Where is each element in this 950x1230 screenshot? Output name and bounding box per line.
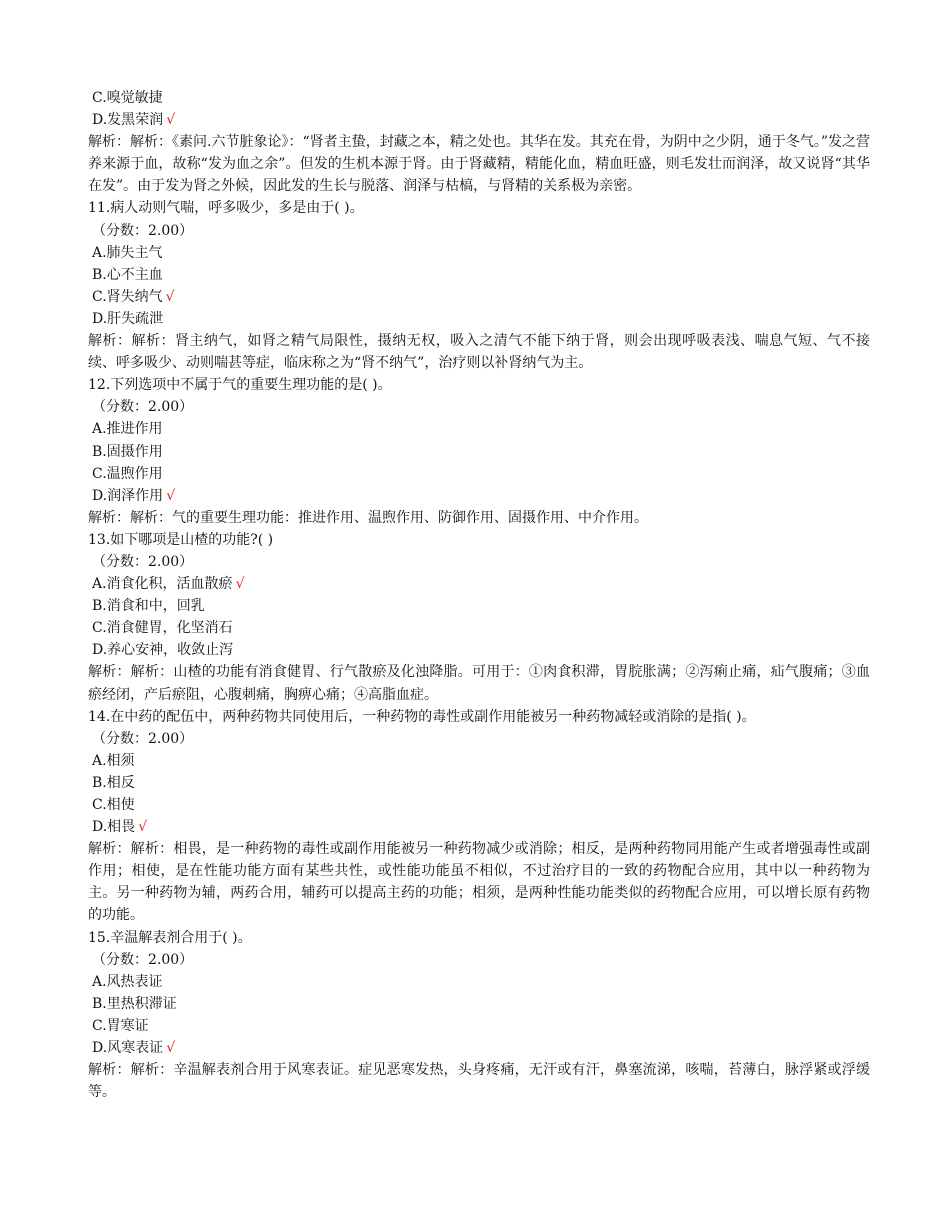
option-text: D.肝失疏泄 — [92, 310, 164, 327]
option-b[interactable] — [88, 441, 873, 463]
option-c[interactable] — [88, 1015, 873, 1037]
option-text: A.消食化积，活血散瘀 — [92, 576, 233, 593]
question-score: （分数：2.00） — [92, 951, 194, 968]
option-text: D.润泽作用 — [92, 487, 164, 504]
correct-check-icon: √ — [138, 819, 148, 836]
explanation: 解析：解析：山楂的功能有消食健胃、行气散瘀及化浊降脂。可用于：①肉食积滞，胃脘胀满；②泻痢止痛，疝气腹痛；③血瘀经闭，产后瘀阻，心腹刺痛，胸痹心痛；④高脂血症。 — [88, 664, 870, 703]
option-a[interactable] — [88, 971, 873, 993]
option-d[interactable] — [88, 816, 873, 838]
option-b[interactable] — [88, 772, 873, 794]
option-b[interactable] — [88, 264, 873, 286]
option-text: C.相使 — [92, 797, 135, 813]
option-text: D.发黑荣润 — [92, 112, 164, 129]
option-text: C.温煦作用 — [92, 465, 163, 482]
correct-check-icon: √ — [235, 576, 245, 593]
option-text: C.嗅觉敏捷 — [92, 90, 163, 106]
option-d[interactable] — [88, 308, 873, 330]
question-11 — [88, 197, 873, 374]
option-text: D.相畏 — [92, 819, 136, 836]
option-text: B.相反 — [92, 774, 135, 791]
option-text: A.风热表证 — [92, 973, 163, 990]
explanation: 解析：解析：肾主纳气，如肾之精气局限性，摄纳无权，吸入之清气不能下纳于肾，则会出现呼吸表浅、喘息气短、气不接续、呼多吸少、动则喘甚等症，临床称之为“肾不纳气”，治疗则以补肾纳气为主。 — [88, 333, 870, 372]
option-text: B.心不主血 — [92, 266, 163, 283]
question-score: （分数：2.00） — [92, 553, 194, 570]
option-a[interactable] — [88, 242, 873, 264]
question-stem: 11.病人动则气喘，呼多吸少，多是由于( )。 — [88, 200, 364, 217]
option-c[interactable] — [88, 463, 873, 485]
option-text: C.肾失纳气 — [92, 288, 163, 305]
correct-check-icon: √ — [166, 487, 176, 504]
option-text: D.风寒表证 — [92, 1040, 164, 1057]
option-d[interactable] — [88, 109, 873, 131]
explanation: 解析：解析：辛温解表剂合用于风寒表证。症见恶寒发热，头身疼痛，无汗或有汗，鼻塞流涕，咳喘，苔薄白，脉浮紧或浮缓等。 — [88, 1062, 870, 1101]
question-15 — [88, 927, 873, 1104]
option-a[interactable] — [88, 418, 873, 440]
question-score: （分数：2.00） — [92, 399, 194, 416]
question-stem: 13.如下哪项是山楂的功能?( ) — [88, 531, 274, 548]
question-12 — [88, 374, 873, 529]
option-text: B.消食和中，回乳 — [92, 598, 205, 615]
option-b[interactable] — [88, 595, 873, 617]
option-c[interactable] — [88, 286, 873, 308]
option-text: B.里热积滞证 — [92, 995, 177, 1012]
option-text: C.消食健胃，化坚消石 — [92, 620, 233, 637]
correct-check-icon: √ — [166, 112, 176, 129]
option-text: A.肺失主气 — [92, 244, 163, 261]
question-score: （分数：2.00） — [92, 222, 194, 239]
continued-question — [88, 87, 873, 197]
correct-check-icon: √ — [166, 1040, 176, 1057]
option-text: A.相须 — [92, 752, 135, 769]
question-stem: 15.辛温解表剂合用于( )。 — [88, 929, 252, 946]
question-stem: 12.下列选项中不属于气的重要生理功能的是( )。 — [88, 377, 392, 394]
question-14 — [88, 706, 873, 927]
option-text: A.推进作用 — [92, 421, 163, 438]
option-d[interactable] — [88, 485, 873, 507]
option-text: B.固摄作用 — [92, 443, 163, 460]
option-b[interactable] — [88, 993, 873, 1015]
option-c[interactable] — [88, 617, 873, 639]
explanation: 解析：解析：相畏，是一种药物的毒性或副作用能被另一种药物减少或消除；相反，是两种药物同用能产生或者增强毒性或副作用；相使，是在性能功能方面有某些共性，或性能功能虽不相似，不过治疗目的一致的药物配合应用，其中以一种药物为主。另一种药物为辅，两药合用，辅药可以提高主药的功能；相须，是两种性能功能类似的药物配合应用，可以增长原有药物的功能。 — [88, 841, 870, 924]
question-stem: 14.在中药的配伍中，两种药物共同使用后，一种药物的毒性或副作用能被另一种药物减轻或消除的是指( )。 — [88, 708, 756, 725]
question-score: （分数：2.00） — [92, 730, 194, 747]
question-13 — [88, 529, 873, 706]
option-c[interactable] — [88, 87, 873, 109]
option-a[interactable] — [88, 573, 873, 595]
option-d[interactable] — [88, 639, 873, 661]
option-a[interactable] — [88, 750, 873, 772]
option-text: D.养心安神，收敛止泻 — [92, 642, 234, 659]
option-d[interactable] — [88, 1037, 873, 1059]
explanation: 解析：解析：《素问.六节脏象论》：“肾者主蛰，封藏之本，精之处也。其华在发。其充在骨，为阴中之少阴，通于冬气。”发之营养来源于血，故称“发为血之余”。但发的生机本源于肾。由于肾藏精，精能化血，精血旺盛，则毛发壮而润泽，故又说肾“其华在发”。由于发为肾之外候，因此发的生长与脱落、润泽与枯槁，与肾精的关系极为亲密。 — [88, 134, 870, 195]
correct-check-icon: √ — [165, 288, 175, 305]
explanation: 解析：解析：气的重要生理功能：推进作用、温煦作用、防御作用、固摄作用、中介作用。 — [88, 509, 648, 526]
option-c[interactable] — [88, 794, 873, 816]
option-text: C.胃寒证 — [92, 1017, 149, 1034]
